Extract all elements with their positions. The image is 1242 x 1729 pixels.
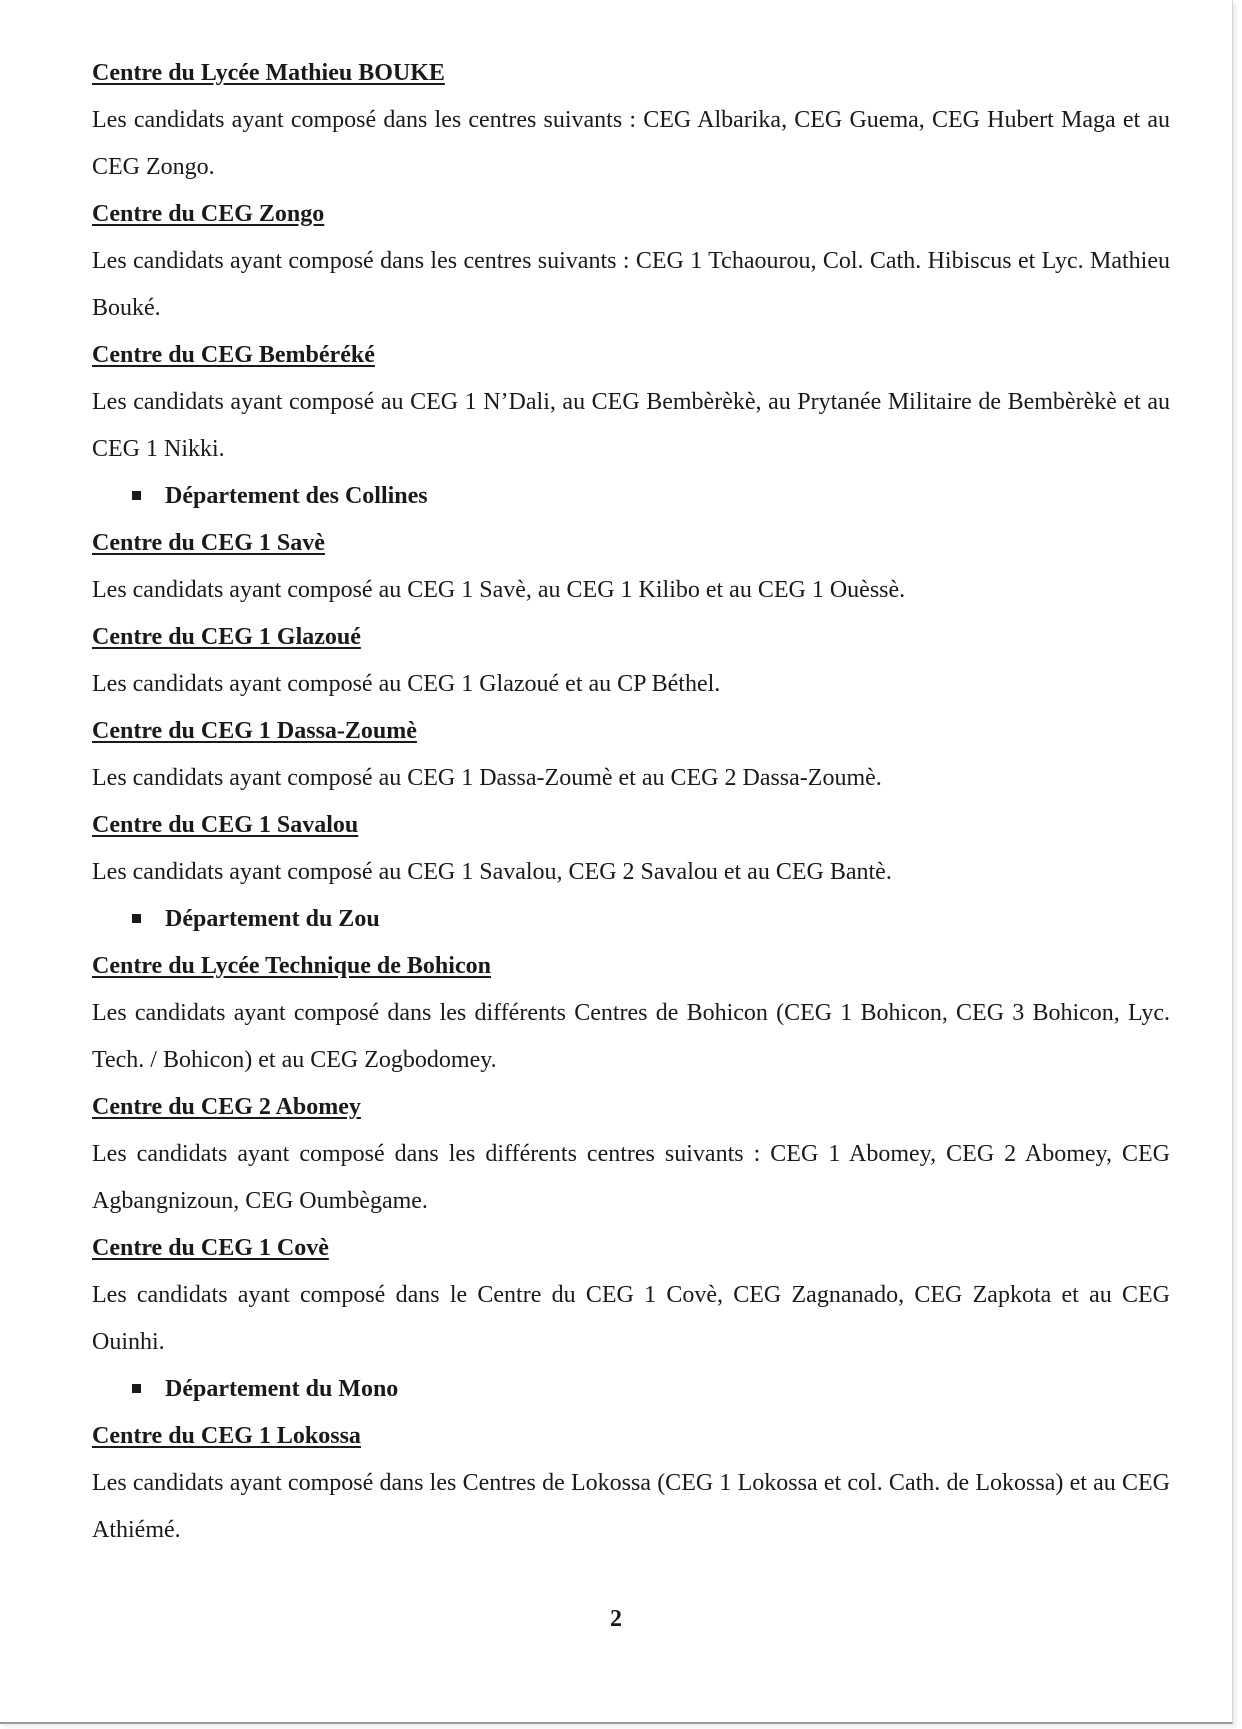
page-number: 2 [610, 1606, 622, 1632]
square-bullet-icon [132, 914, 141, 923]
page-content [92, 50, 1170, 1554]
section-text: Les candidats ayant composé dans les Centres de Lokossa (CEG 1 Lokossa et col. Cath. de Lokossa) et au CEG Athiémé. [92, 1470, 1170, 1543]
section-heading: Centre du CEG 1 Dassa-Zoumè [92, 718, 417, 744]
section-heading: Centre du CEG Zongo [92, 201, 325, 227]
section-heading: Centre du CEG 1 Glazoué [92, 624, 361, 650]
section-text: Les candidats ayant composé au CEG 1 Dassa-Zoumè et au CEG 2 Dassa-Zoumè. [92, 765, 882, 791]
square-bullet-icon [132, 491, 141, 500]
department-heading [92, 473, 1170, 520]
section-text: Les candidats ayant composé dans le Centre du CEG 1 Covè, CEG Zagnanado, CEG Zapkota et au CEG Ouinhi. [92, 1282, 1170, 1355]
section-heading: Centre du CEG 2 Abomey [92, 1094, 361, 1120]
department-name: Département des Collines [165, 483, 428, 509]
section-text: Les candidats ayant composé au CEG 1 N’Dali, au CEG Bembèrèkè, au Prytanée Militaire de Bembèrèkè et au CEG 1 Nikki. [92, 389, 1170, 462]
section-heading: Centre du CEG 1 Lokossa [92, 1423, 361, 1449]
department-name: Département du Mono [165, 1376, 399, 1402]
section-text: Les candidats ayant composé au CEG 1 Glazoué et au CP Béthel. [92, 671, 721, 697]
section-heading: Centre du Lycée Mathieu BOUKE [92, 60, 445, 86]
section-text: Les candidats ayant composé au CEG 1 Savalou, CEG 2 Savalou et au CEG Bantè. [92, 859, 892, 885]
section-heading: Centre du CEG 1 Savè [92, 530, 325, 556]
section-text: Les candidats ayant composé au CEG 1 Savè, au CEG 1 Kilibo et au CEG 1 Ouèssè. [92, 577, 906, 603]
department-name: Département du Zou [165, 906, 380, 932]
section-heading: Centre du Lycée Technique de Bohicon [92, 953, 491, 979]
section-heading: Centre du CEG 1 Covè [92, 1235, 329, 1261]
section-text: Les candidats ayant composé dans les centres suivants : CEG 1 Tchaourou, Col. Cath. Hibiscus et Lyc. Mathieu Bouké. [92, 248, 1170, 321]
section-heading: Centre du CEG Bembéréké [92, 342, 375, 368]
department-heading [92, 896, 1170, 943]
section-text: Les candidats ayant composé dans les différents centres suivants : CEG 1 Abomey, CEG 2 Abomey, CEG Agbangnizoun, CEG Oumbègame. [92, 1141, 1170, 1214]
section-text: Les candidats ayant composé dans les centres suivants : CEG Albarika, CEG Guema, CEG Hubert Maga et au CEG Zongo. [92, 107, 1170, 180]
square-bullet-icon [132, 1384, 141, 1393]
department-heading [92, 1366, 1170, 1413]
section-text: Les candidats ayant composé dans les différents Centres de Bohicon (CEG 1 Bohicon, CEG 3 Bohicon, Lyc. Tech. / Bohicon) et au CEG Zogbodomey. [92, 1000, 1170, 1073]
section-heading: Centre du CEG 1 Savalou [92, 812, 359, 838]
